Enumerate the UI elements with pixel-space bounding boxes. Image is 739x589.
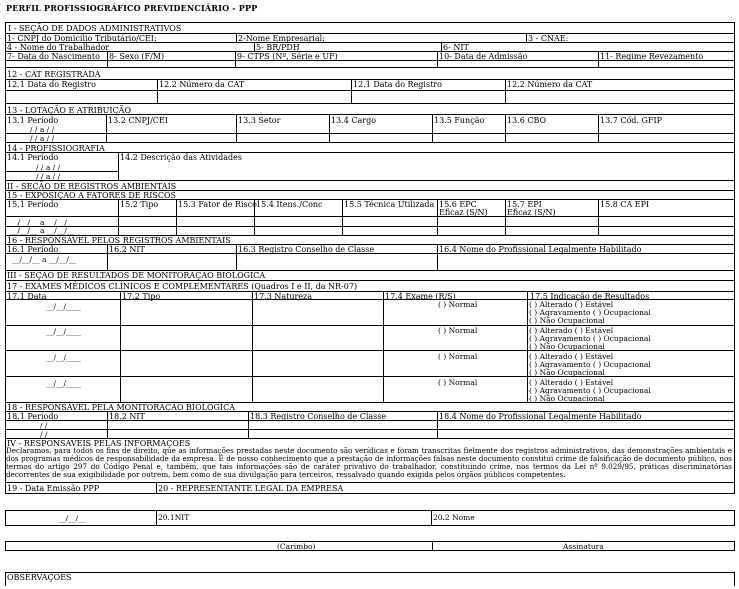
exam-date-value: __/__/____ (46, 327, 82, 336)
epc-effective-label: Eficaz (S/N) (439, 208, 488, 217)
divider (5, 180, 735, 181)
env-period-value: __/__/__ a __/__/__ (12, 255, 77, 264)
divider (5, 60, 735, 61)
divider (235, 51, 236, 67)
cat-section-title: 12 - CAT REGISTRADA (7, 70, 101, 79)
profile-period-label: 14.1 Período (7, 153, 59, 162)
exam-normal-option[interactable]: ( ) Normal (438, 352, 478, 361)
signature-data-box (5, 510, 735, 526)
environmental-responsible-title: 16 - RESPONSÁVEL PELOS REGISTROS AMBIENTAIS (7, 236, 231, 245)
epi-label: 15.7 EPI (507, 200, 542, 209)
risk-exposure-title: 15 - EXPOSIÇÃO A FATORES DE RISCOS (7, 191, 177, 200)
sector-label: 13.3 Setor (238, 116, 281, 125)
exam-type-label: 17.2 Tipo (122, 292, 161, 301)
divider (118, 199, 119, 235)
document-title: PERFIL PROFISSIOGRÁFICO PREVIDENCIÁRIO - PPP (6, 3, 258, 13)
nit-label: 6- NIT (443, 43, 469, 52)
divider (156, 482, 157, 494)
admission-date-label: 10- Data de Admissão (439, 52, 528, 61)
cat-date-label-2: 12.1 Data do Registro (353, 80, 442, 89)
risk-factor-label: 15.3 Fator de Risco (178, 200, 257, 209)
profile-period-value: / / a / / (36, 163, 61, 172)
cnpj-field-label: 1- CNPJ do Domicílio Tributário/CEI: (7, 34, 157, 43)
divider (432, 541, 433, 551)
shift-regime-label: 11- Regime Revezamento (600, 52, 704, 61)
divider (118, 152, 119, 180)
env-period-label: 16.1 Período (7, 245, 59, 254)
ctps-label: 9- CTPS (Nº, Série e UF) (237, 52, 338, 61)
ca-epi-label: 15.8 CA EPI (600, 200, 650, 209)
divider (5, 114, 735, 115)
divider (5, 482, 735, 483)
epi-effective-label: Eficaz (S/N) (507, 208, 556, 217)
stamp-signature-box (5, 541, 735, 551)
divider (526, 33, 527, 42)
divider (254, 199, 255, 235)
risk-period-label: 15.1 Período (7, 200, 59, 209)
exam-normal-option[interactable]: ( ) Normal (438, 326, 478, 335)
result-aggravation-option[interactable]: ( ) Agravamento ( ) Ocupacional (529, 308, 651, 317)
divider (107, 51, 108, 67)
epc-label: 15.6 EPC (439, 200, 477, 209)
divider (432, 114, 433, 142)
divider (598, 199, 599, 235)
divider (5, 376, 735, 377)
divider (351, 79, 352, 103)
section-ii-title: II - SEÇÃO DE REGISTROS AMBIENTAIS (7, 182, 177, 191)
bio-period-value-2: / / (40, 430, 48, 439)
cnae-label: 3 - CNAE: (528, 34, 569, 43)
divider (5, 253, 735, 254)
br-pdh-label: 5- BR/PDH (256, 43, 300, 52)
divider (342, 199, 343, 235)
bio-council-label: 18.3 Registro Conselho de Classe (250, 412, 387, 421)
result-non-occupational-option[interactable]: ( ) Não Ocupacional (529, 368, 605, 377)
stamp-label: (Carimbo) (277, 542, 316, 551)
activities-description-label: 14.2 Descrição das Atividades (120, 153, 242, 162)
divider (437, 411, 438, 438)
result-non-occupational-option[interactable]: ( ) Não Ocupacional (529, 316, 605, 325)
divider (505, 114, 506, 142)
divider (156, 510, 157, 526)
bio-professional-name-label: 18.4 Nome do Profissional Legalmente Habilitado (439, 412, 642, 421)
divider (598, 114, 599, 142)
divider (157, 79, 158, 103)
divider (107, 244, 108, 270)
divider (5, 325, 735, 326)
birth-date-label: 7- Data do Nascimento (7, 52, 100, 61)
divider (437, 51, 438, 67)
divider (236, 244, 237, 270)
divider (236, 33, 237, 42)
observations-box (5, 572, 735, 586)
profile-section-title: 14 - PROFISSIOGRAFIA (7, 144, 105, 153)
results-indication-label: 17.5 Indicação de Resultados (530, 292, 650, 301)
function-label: 13.5 Função (434, 116, 485, 125)
cat-number-label-2: 12.2 Número da CAT (507, 80, 593, 89)
allocation-period-value-2: / / a / / (30, 134, 55, 143)
sex-label: 8- Sexo (F/M) (109, 52, 165, 61)
bio-period-label: 18.1 Período (7, 412, 59, 421)
divider (5, 152, 735, 153)
medical-exams-title: 17 - EXAMES MÉDICOS CLÍNICOS E COMPLEMENTARES (Quadros I e II, da NR-07) (7, 282, 358, 291)
divider (505, 199, 506, 235)
exam-nature-label: 17.3 Natureza (254, 292, 313, 301)
legal-representative-label: 20 - REPRESENTANTE LEGAL DA EMPRESA (158, 484, 344, 493)
divider (5, 280, 735, 281)
divider (505, 79, 506, 103)
divider (176, 199, 177, 235)
result-altered-option[interactable]: ( ) Alterado ( ) Estável (529, 352, 614, 361)
biological-monitoring-title: 18 - RESPONSÁVEL PELA MONITORAÇÃO BIOLÓGICA (7, 403, 235, 412)
divider (5, 171, 118, 172)
allocation-period-value: / / a / / (30, 125, 55, 134)
divider (5, 299, 735, 300)
divider (5, 429, 735, 430)
declaration-text: Declaramos, para todos os fins de direito, que as informações prestadas neste documento são verídicas e foram transcritas fielmente dos registros administrativos, das demonstrações ambientais e dos programas médicos de responsabilidade da empresa. É de nosso conhecimento que a prestação de informações falsas neste documento constitui crime de falsificação de documento público, nos termos do artigo 297 do Código Penal e, também, que tais informações são de caráter privativo do trabalhador, constituindo crime, nos termos da Lei nº 9.029/95, práticas discriminatórias decorrentes de sua exigibilidade por outrem, bem como de sua divulgação para terceiros, ressalvado quando exigida pelos órgãos públicos competentes. (6, 446, 732, 479)
risk-type-label: 15.2 Tipo (120, 200, 159, 209)
divider (5, 67, 735, 68)
divider (5, 103, 735, 104)
issue-date-value: __/__/__ (58, 514, 86, 523)
divider (248, 411, 249, 438)
signature-label: Assinatura (563, 542, 604, 551)
exam-date-label: 17.1 Data (7, 292, 47, 301)
result-altered-option[interactable]: ( ) Alterado ( ) Estável (529, 378, 614, 387)
divider (598, 51, 599, 67)
exam-date-value: __/__/____ (46, 302, 82, 311)
profile-period-value-2: / / a / / (36, 172, 61, 181)
divider (383, 291, 384, 402)
observations-title: OBSERVAÇÕES (7, 573, 72, 582)
section-iv-title: IV - RESPONSÁVEIS PELAS INFORMAÇÕES (7, 439, 191, 448)
divider (5, 133, 735, 134)
env-nit-label: 16.2 NIT (109, 245, 145, 254)
divider (437, 244, 438, 270)
result-altered-option[interactable]: ( ) Alterado ( ) Estável (529, 326, 614, 335)
representative-name-label: 20.2 Nome (433, 513, 475, 522)
gfip-code-label: 13.7 Cód. GFIP (600, 116, 662, 125)
divider (5, 142, 735, 143)
section-i-title: I - SEÇÃO DE DADOS ADMINISTRATIVOS (8, 24, 182, 33)
divider (252, 291, 253, 402)
exam-date-value: __/__/____ (46, 379, 82, 388)
technique-label: 15.5 Técnica Utilizada (344, 200, 435, 209)
divider (527, 291, 528, 402)
worker-name-label: 4 - Nome do Trabalhador (7, 43, 110, 52)
cat-date-label: 12.1 Data do Registro (7, 80, 96, 89)
result-aggravation-option[interactable]: ( ) Agravamento ( ) Ocupacional (529, 386, 651, 395)
company-name-label: 2-Nome Empresarial: (238, 34, 325, 43)
env-council-label: 16.3 Registro Conselho de Classe (238, 245, 375, 254)
exam-rs-label: 17.4 Exame (R/S) (385, 292, 456, 301)
divider (236, 114, 237, 142)
intensity-label: 15.4 Itens./Conc (256, 200, 323, 209)
result-altered-option[interactable]: ( ) Alterado ( ) Estável (529, 300, 614, 309)
allocation-cnpj-label: 13.2 CNPJ/CEI (108, 116, 168, 125)
section-iii-title: III - SEÇÃO DE RESULTADOS DE MONITORAÇÃO BIOLÓGICA (7, 271, 266, 280)
position-label: 13.4 Cargo (331, 116, 377, 125)
risk-period-value-2: __/__/__ a __/__/__ (10, 226, 75, 235)
divider (106, 114, 107, 142)
bio-period-value: / / (40, 421, 48, 430)
allocation-period-label: 13.1 Período (7, 116, 59, 125)
main-form-frame (5, 22, 735, 494)
divider (5, 42, 735, 43)
divider (329, 114, 330, 142)
exam-normal-option[interactable]: ( ) Normal (438, 378, 478, 387)
result-non-occupational-option[interactable]: ( ) Não Ocupacional (529, 342, 605, 351)
env-professional-name-label: 16.4 Nome do Profissional Legalmente Habilitado (439, 245, 642, 254)
issue-date-label: 19 - Data Emissão PPP (7, 484, 100, 493)
result-aggravation-option[interactable]: ( ) Agravamento ( ) Ocupacional (529, 360, 651, 369)
risk-period-value: __/__/__ a __/__/__ (10, 218, 75, 227)
exam-normal-option[interactable]: ( ) Normal (438, 300, 478, 309)
divider (431, 510, 432, 526)
result-non-occupational-option[interactable]: ( ) Não Ocupacional (529, 394, 605, 403)
allocation-section-title: 13 - LOTAÇÃO E ATRIBUIÇÃO (7, 106, 131, 115)
exam-date-value: __/__/____ (46, 353, 82, 362)
divider (5, 90, 735, 91)
divider (254, 42, 255, 51)
divider (5, 216, 735, 217)
cat-number-label: 12.2 Número da CAT (159, 80, 245, 89)
bio-nit-label: 18.2 NIT (109, 412, 145, 421)
divider (437, 199, 438, 235)
divider (120, 291, 121, 402)
divider (5, 420, 735, 421)
representative-nit-label: 20.1NIT (158, 513, 190, 522)
divider (5, 226, 735, 227)
divider (441, 42, 442, 51)
divider (5, 350, 735, 351)
cbo-label: 13.6 CBO (507, 116, 547, 125)
result-aggravation-option[interactable]: ( ) Agravamento ( ) Ocupacional (529, 334, 651, 343)
divider (107, 411, 108, 438)
